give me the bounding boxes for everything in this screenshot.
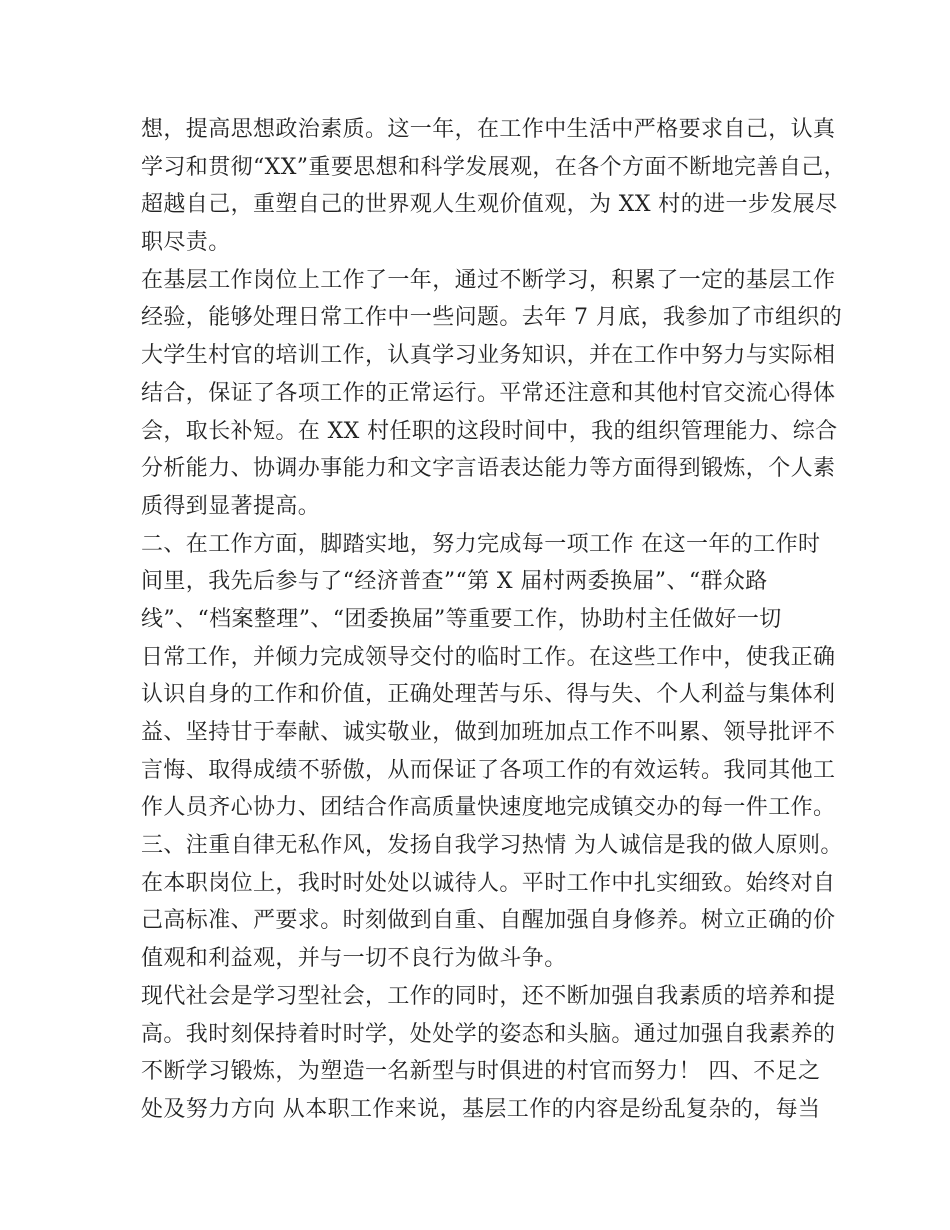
text-line: 日常工作，并倾力完成领导交付的临时工作。在这些工作中，使我正确 bbox=[141, 644, 836, 670]
text-line: 分析能力、协调办事能力和文字言语表达能力等方面得到锻炼，个人素 bbox=[141, 456, 836, 482]
text-line: 三、注重自律无私作风，发扬自我学习热情 为人诚信是我的做人原则。 bbox=[141, 833, 843, 859]
text-line: 处及努力方向 从本职工作来说，基层工作的内容是纷乱复杂的，每当 bbox=[141, 1096, 821, 1122]
text-line: 己高标准、严要求。时刻做到自重、自醒加强自身修养。树立正确的价 bbox=[141, 908, 836, 934]
text-line: 学习和贯彻“XX”重要思想和科学发展观，在各个方面不断地完善自己， bbox=[141, 154, 847, 180]
text-line: 大学生村官的培训工作，认真学习业务知识，并在工作中努力与实际相 bbox=[141, 343, 836, 369]
text-line: 经验，能够处理日常工作中一些问题。去年 7 月底，我参加了市组织的 bbox=[141, 305, 843, 331]
text-line: 线”、“档案整理”、“团委换届”等重要工作，协助村主任做好一切 bbox=[141, 606, 782, 632]
text-line: 想，提高思想政治素质。这一年，在工作中生活中严格要求自己，认真 bbox=[141, 117, 836, 142]
text-line: 益、坚持甘于奉献、诚实敬业，做到加班加点工作不叫累、领导批评不 bbox=[141, 720, 836, 745]
text-line: 言悔、取得成绩不骄傲，从而保证了各项工作的有效运转。我同其他工 bbox=[141, 757, 836, 783]
document-body bbox=[141, 111, 847, 1129]
text-line: 超越自己，重塑自己的世界观人生观价值观，为 XX 村的进一步发展尽 bbox=[141, 192, 838, 218]
text-line: 现代社会是学习型社会，工作的同时，还不断加强自我素质的培养和提 bbox=[141, 983, 836, 1009]
text-line: 质得到显著提高。 bbox=[141, 493, 321, 519]
text-line: 不断学习锻炼，为塑造一名新型与时俱进的村官而努力！ 四、不足之 bbox=[141, 1059, 821, 1085]
text-line: 职尽责。 bbox=[141, 230, 231, 256]
text-line: 二、在工作方面，脚踏实地，努力完成每一项工作 在这一年的工作时 bbox=[141, 531, 821, 557]
text-line: 结合，保证了各项工作的正常运行。平常还注意和其他村官交流心得体 bbox=[141, 380, 836, 406]
text-line: 间里，我先后参与了“经济普查”“第 X 届村两委换届”、“群众路 bbox=[141, 569, 768, 595]
text-line: 作人员齐心协力、团结合作高质量快速度地完成镇交办的每一件工作。 bbox=[141, 795, 836, 821]
text-line: 会，取长补短。在 XX 村任职的这段时间中，我的组织管理能力、综合 bbox=[141, 418, 838, 444]
text-line: 在本职岗位上，我时时处处以诚待人。平时工作中扎实细致。始终对自 bbox=[141, 870, 836, 896]
text-line: 高。我时刻保持着时时学，处处学的姿态和头脑。通过加强自我素养的 bbox=[141, 1021, 836, 1047]
text-line: 值观和利益观，并与一切不良行为做斗争。 bbox=[141, 946, 567, 972]
text-line: 在基层工作岗位上工作了一年，通过不断学习，积累了一定的基层工作 bbox=[141, 267, 836, 293]
text-line: 认识自身的工作和价值，正确处理苦与乐、得与失、个人利益与集体利 bbox=[141, 682, 836, 708]
